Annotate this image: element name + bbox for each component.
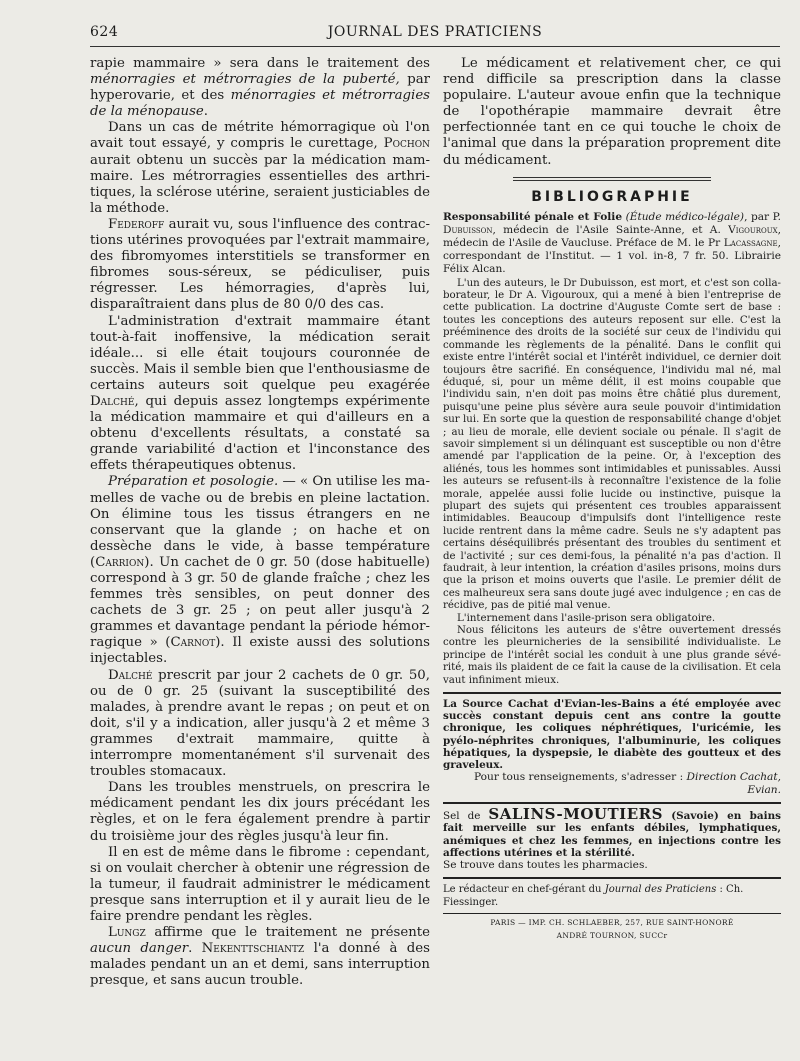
advert-divider [443, 877, 781, 879]
advert-text [443, 805, 781, 859]
text-run: ). Un cachet de 0 gr. 50 (dose habituelle) correspond à 3 gr. 50 de glande fraîche ; chez les femmes très sensibles, on peut donner des cachets de 3 gr. 25 ; on peut aller jusqu'à 2 grammes et davantage pendant la période hémorragique » ( [90, 554, 430, 651]
italic-text: aucun danger [90, 941, 189, 957]
footer-divider [443, 913, 781, 914]
page-header [90, 20, 780, 44]
author-name: Nekenttschiantz [201, 941, 305, 957]
text-run: Pour tous renseignements, s'adresser : [473, 771, 687, 784]
paragraph: Dans les troubles menstruels, on prescrira le médicament pendant les dix jours précédant les règles, et on le fera également prendre à partir du troisième jour des règles jusqu'à leur fin. [90, 780, 430, 844]
author-name: Dubuisson [443, 223, 493, 236]
paragraph [90, 314, 430, 475]
text-run: rapie mammaire » sera dans le traitement des [90, 56, 430, 71]
italic-text: Direction Cachat, Evian. [686, 771, 781, 797]
author-name: Federoff [108, 216, 165, 232]
advert-cachat [443, 698, 781, 797]
author-name: Carrion [95, 554, 145, 570]
author-name: Vigouroux [728, 223, 778, 236]
advert-availability: Se trouve dans toutes les pharmacies. [443, 859, 648, 872]
text-run: . [203, 104, 208, 120]
section-divider [513, 177, 711, 181]
reference-title: Responsabilité pénale et Folie [443, 210, 623, 223]
text-run: — « On utilise les mamelles de vache ou de brebis en pleine lactation. On élimine tous les tissus étrangers en ne conservant que la glande ; on hache et on dessèche dans le vide, à basse température ( [90, 474, 430, 570]
editor-line [443, 883, 781, 909]
review-paragraph: L'un des auteurs, le Dr Dubuisson, est mort, et c'est son collaborateur, le Dr A. Vigouroux, qui a mené à bien l'entreprise de cette publication. La doctrine d'Auguste Comte sert de base : toutes les conceptions des auteurs reposent sur elle. C'est la prééminence des droits de la société sur ceux de l'individu qui commande les règlements de la pénalité. Dans le conflit qui existe entre l'intérêt social et l'intérêt individuel, ce dernier doit toujours être sacrifié. En conséquence, l'individu mal né, mal éduqué, si, pour un même délit, il est moins coupable que l'individu sain, n'en doit pas moins être châtié plus durement, puisqu'une peine plus sévère aura seule pouvoir d'intimidation sur lui. En sorte que la question de responsabilité change d'objet ; au lieu de morale, elle devient sociale ou pénale. Il s'agit de savoir simplement si un délinquant est susceptible ou non d'être amendé par l'application de la peine. Or, à l'exception des aliénés, tous les hommes sont intimidables et punissables. Aussi les auteurs se refusent-ils à reconnaître l'existence de la folie morale, appelée aussi folie lucide ou instinctive, puisque la plupart des sujets qui présentent ces troubles apparaissent intimidables. Beaucoup d'impulsifs dont l'intelligence reste lucide rentrent dans la même cadre. Seuls ne s'y adaptent pas certains déséquilibrés présentant des troubles du sentiment et de l'activité ; sur ces demi-fous, la pénalité n'a pas d'action. Il faudrait, à leur intention, la création d'asiles prisons, moins durs que la prison et moins ouverts que l'asile. Le premier délit de ces malheureux sera sans doute jugé avec indulgence ; en cas de récidive, pas de pitié mal venue. [443, 277, 781, 612]
advert-contact [443, 771, 781, 797]
text-run: , qui depuis assez longtemps expérimente la médication mammaire et qui d'ailleurs en a obtenu d'excellents résultats, a constaté sa grande variabilité d'action et l'inconstance des effets thérapeutiques obtenus. [90, 393, 430, 474]
advert-brand: SALINS-MOUTIERS [488, 805, 663, 824]
author-name: Dalché [108, 667, 153, 683]
text-run: : Ch. Fiessinger. [443, 884, 744, 909]
italic-text: Journal des Praticiens [604, 884, 717, 896]
text-run: aurait vu, sous l'influence des contractions utérines provoquées par l'extrait mammaire, des fibromyomes interstitiels se transformer en fibromes sous-séreux, se pédiculiser, puis régresser. Les hémorragies, d'après lui, disparaîtraient dans plus de 80 0/0 des cas. [90, 216, 430, 313]
bibliography-reference [443, 211, 781, 276]
text-run: affirme que le traitement ne présente [145, 925, 430, 941]
header-rule [90, 46, 780, 47]
review-paragraph: Nous félicitons les auteurs de s'être ouvertement dressés contre les pleurnicheries de la sensibilité individualiste. Le principe de l'intérêt social les conduit à une plus grande sévérité, mais ils plaident de ce fait la cause de la civilisation. Et cela vaut infiniment mieux. [443, 625, 781, 686]
text-run: Sel de [443, 810, 489, 823]
text-run: Le rédacteur en chef-gérant du [443, 884, 605, 896]
text-run: ). Il existe aussi des solutions injectables. [90, 635, 430, 667]
text-run: Dans un cas de métrite hémorragique où l'on avait tout essayé, y compris le curettage, [90, 120, 430, 152]
page-number: 624 [90, 24, 119, 40]
text-run: . [188, 941, 202, 957]
bibliography-heading: BIBLIOGRAPHIE [531, 188, 693, 205]
right-column [443, 56, 781, 941]
paragraph [90, 120, 430, 217]
text-run: , médecin de l'Asile de Vaucluse. Préface de M. le Pr [443, 223, 781, 249]
author-name: Lungz [108, 925, 146, 941]
author-name: Dalché [90, 393, 135, 409]
text-run: , médecin de l'Asile Sainte-Anne, et A. [492, 223, 729, 236]
text-run: , par P. [744, 210, 781, 223]
italic-text: Préparation et posologie. [108, 474, 279, 490]
text-run: L'administration d'extrait mammaire étant tout-à-fait inoffensive, la médication serait idéale... si elle était toujours couronnée de succès. Mais il semble bien que l'enthousiasme de certains auteurs soit quelque peu exagérée [90, 313, 430, 393]
advert-brand: La Source Cachat d'Evian-les-Bains [443, 698, 655, 711]
text-run: l'a donné à des malades pendant un an et demi, sans interruption presque, et sans aucun trouble. [90, 941, 430, 989]
paragraph [90, 668, 430, 781]
text-run: (Savoie) en bains fait merveille sur les enfants débiles, lymphatiques, anémiques et chez les femmes, en injections contre les affections utérines et la stérilité. [443, 810, 781, 859]
paragraph [90, 217, 430, 314]
review-paragraph: L'internement dans l'asile-prison sera obligatoire. [457, 612, 716, 624]
author-name: Pochon [383, 136, 430, 152]
advert-text [443, 698, 781, 771]
printer-imprint: ANDRÉ TOURNON, SUCCr [556, 931, 668, 941]
italic-text: ménorragies et métrorragies de la ménopause [90, 88, 431, 120]
advert-divider [443, 802, 781, 804]
printer-imprint: PARIS — IMP. CH. SCHLAEBER, 257, RUE SAINT-HONORÉ [490, 918, 734, 928]
text-run: par hyperovarie, et des [90, 72, 430, 104]
left-column [90, 56, 430, 989]
advert-salins-moutiers [443, 805, 781, 872]
text-run: , correspondant de l'Institut. — 1 vol. in-8, 7 fr. 50. Librairie Félix Alcan. [443, 236, 781, 275]
paragraph: Le médicament et relativement cher, ce qui rend difficile sa prescription dans la classe populaire. L'auteur avoue enfin que la technique de l'opothérapie mammaire devrait être perfectionnée tant en ce qui touche le choix de l'animal que dans la préparation proprement dite du médicament. [443, 56, 781, 168]
text-run: a été employée avec succès constant depuis cent ans contre la goutte chronique, les coliques néphrétiques, l'uricémie, les pyélo-néphrites chroniques, l'albuminurie, les coliques hépatiques, la dyspepsie, le diabète des goutteux et des graveleux. [443, 698, 781, 772]
paragraph [90, 474, 430, 667]
text-run: prescrit par jour 2 cachets de 0 gr. 50, ou de 0 gr. 25 (suivant la susceptibilité des malades, à prendre avant le repas ; on peut et on doit, s'il y a indication, aller jusqu'à 2 et même 3 grammes d'extrait mammaire, quitte à interrompre momentanément s'il survenait des troubles stomacaux. [90, 667, 430, 780]
reference-subtitle: (Étude médico-légale) [625, 210, 745, 223]
journal-title: JOURNAL DES PRATICIENS [327, 24, 543, 40]
author-name: Carnot [170, 635, 216, 651]
text-run: aurait obtenu un succès par la médication mammaire. Les métrorragies essentielles des arthritiques, la sclérose utérine, seraient justiciables de la méthode. [90, 152, 430, 216]
author-name: Lacassagne [723, 236, 778, 249]
paragraph: Il en est de même dans le fibrome : cependant, si on voulait chercher à obtenir une régression de la tumeur, il faudrait administrer le médicament presque sans interruption et il y aurait lieu de le faire prendre pendant les règles. [90, 844, 430, 924]
advert-divider [443, 692, 781, 694]
paragraph [90, 56, 430, 120]
paragraph [90, 925, 430, 989]
italic-text: ménorragies et métrorragies de la puberté, [90, 72, 400, 88]
